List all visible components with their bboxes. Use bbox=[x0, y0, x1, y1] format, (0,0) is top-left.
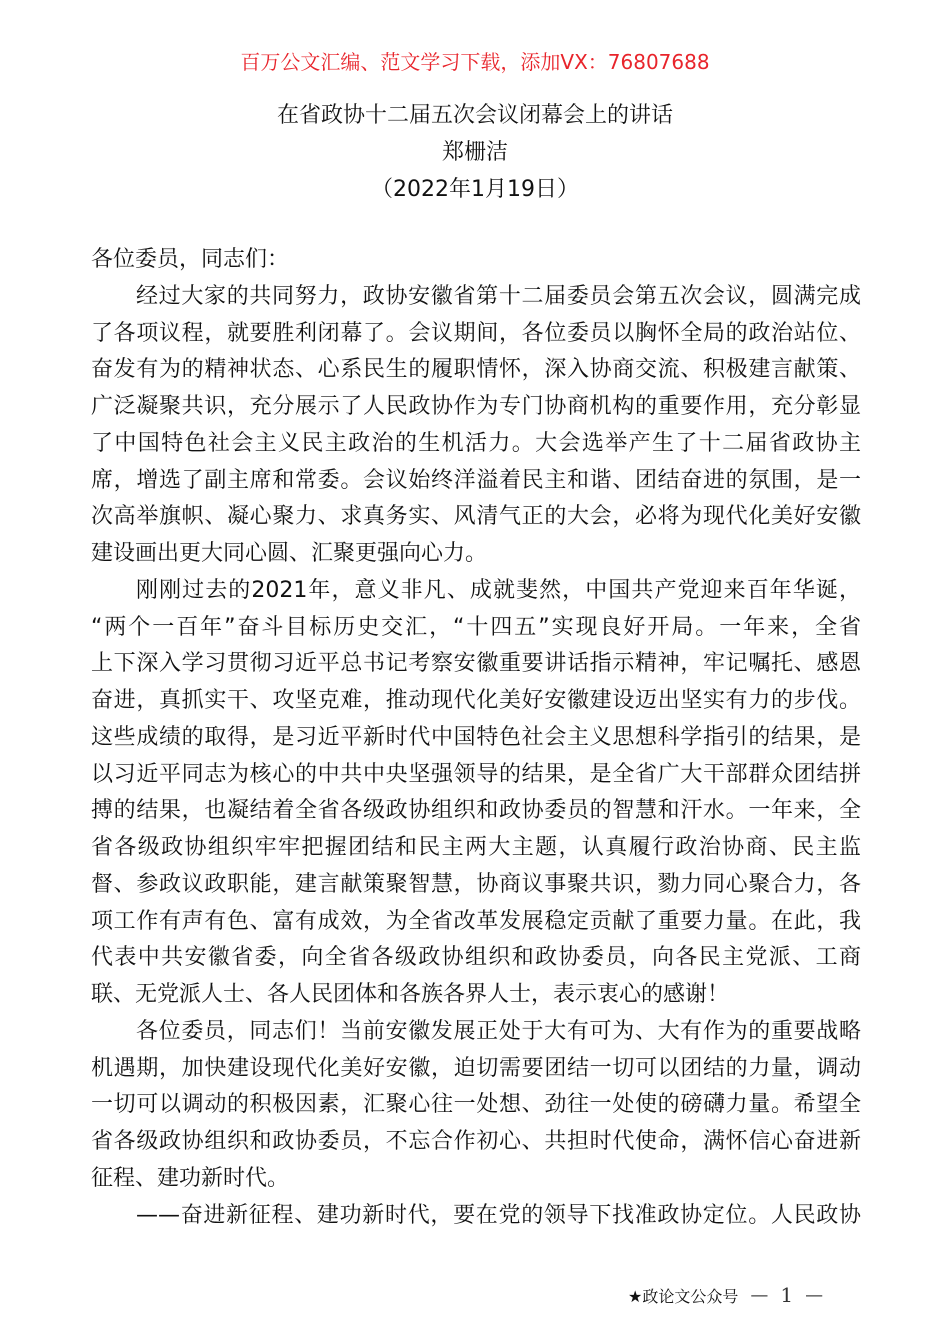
body-line: 项工作有声有色、富有成效，为全省改革发展稳定贡献了重要力量。在此，我 bbox=[91, 908, 861, 934]
page-footer bbox=[628, 1283, 823, 1307]
document-body bbox=[91, 242, 861, 1234]
body-line: 联、无党派人士、各人民团体和各族各界人士，表示衷心的感谢！ bbox=[91, 982, 730, 1007]
body-line: 督、参政议政职能，建言献策聚智慧，协商议事聚共识，勠力同心聚合力，各 bbox=[91, 871, 861, 897]
body-line: 省各级政协组织和政协委员，不忘合作初心、共担时代使命，满怀信心奋进新 bbox=[91, 1129, 861, 1154]
body-line: 以习近平同志为核心的中共中央坚强领导的结果，是全省广大干部群众团结拼 bbox=[91, 761, 861, 787]
body-line: 刚刚过去的2021年，意义非凡、成就斐然，中国共产党迎来百年华诞， bbox=[136, 577, 861, 603]
page-dash-left: — bbox=[750, 1284, 769, 1306]
footer-source: ★政论文公众号 bbox=[628, 1286, 739, 1306]
body-line: 代表中共安徽省委，向全省各级政协组织和政协委员，向各民主党派、工商 bbox=[91, 945, 861, 971]
body-line: 机遇期，加快建设现代化美好安徽，迫切需要团结一切可以团结的力量，调动 bbox=[91, 1055, 861, 1081]
watermark-text: 百万公文汇编、范文学习下载，添加VX：76807688 bbox=[240, 50, 710, 74]
body-line: 了中国特色社会主义民主政治的生机活力。大会选举产生了十二届省政协主 bbox=[91, 430, 861, 456]
body-line: 建设画出更大同心圆、汇聚更强向心力。 bbox=[91, 541, 488, 566]
body-line: 上下深入学习贯彻习近平总书记考察安徽重要讲话指示精神，牢记嘱托、感恩 bbox=[91, 651, 861, 677]
document-title: 在省政协十二届五次会议闭幕会上的讲话 bbox=[276, 103, 673, 128]
body-line: 了各项议程，就要胜利闭幕了。会议期间，各位委员以胸怀全局的政治站位、 bbox=[91, 320, 861, 346]
body-line: 征程、建功新时代。 bbox=[91, 1165, 290, 1191]
body-line: 奋进，真抓实干、攻坚克难，推动现代化美好安徽建设迈出坚实有力的步伐。 bbox=[91, 688, 861, 713]
body-line: 一切可以调动的积极因素，汇聚心往一处想、劲往一处使的磅礴力量。希望全 bbox=[91, 1092, 861, 1118]
body-line: 这些成绩的取得，是习近平新时代中国特色社会主义思想科学指引的结果，是 bbox=[91, 724, 861, 750]
body-line: 次高举旗帜、凝心聚力、求真务实、风清气正的大会，必将为现代化美好安徽 bbox=[91, 504, 861, 530]
author-name: 郑栅洁 bbox=[441, 140, 508, 165]
body-line: 经过大家的共同努力，政协安徽省第十二届委员会第五次会议，圆满完成 bbox=[136, 283, 861, 309]
body-line: 各位委员，同志们！当前安徽发展正处于大有可为、大有作为的重要战略 bbox=[136, 1018, 861, 1044]
body-line: ——奋进新征程、建功新时代，要在党的领导下找准政协定位。人民政协 bbox=[136, 1202, 861, 1228]
body-line: 省各级政协组织牢牢把握团结和民主两大主题，认真履行政治协商、民主监 bbox=[91, 835, 861, 860]
body-line: 席，增选了副主席和常委。会议始终洋溢着民主和谐、团结奋进的氛围，是一 bbox=[91, 467, 861, 493]
speech-date: （2022年1月19日） bbox=[371, 177, 579, 202]
body-line: “两个一百年”奋斗目标历史交汇，“十四五”实现良好开局。一年来，全省 bbox=[91, 614, 861, 640]
page-dash-right: — bbox=[805, 1284, 824, 1306]
salutation: 各位委员，同志们： bbox=[91, 247, 290, 272]
body-line: 奋发有为的精神状态、心系民生的履职情怀，深入协商交流、积极建言献策、 bbox=[91, 357, 861, 383]
body-line: 搏的结果，也凝结着全省各级政协组织和政协委员的智慧和汗水。一年来，全 bbox=[91, 798, 861, 824]
body-line: 广泛凝聚共识，充分展示了人民政协作为专门协商机构的重要作用，充分彰显 bbox=[91, 394, 861, 419]
page-number: 1 bbox=[780, 1283, 794, 1307]
